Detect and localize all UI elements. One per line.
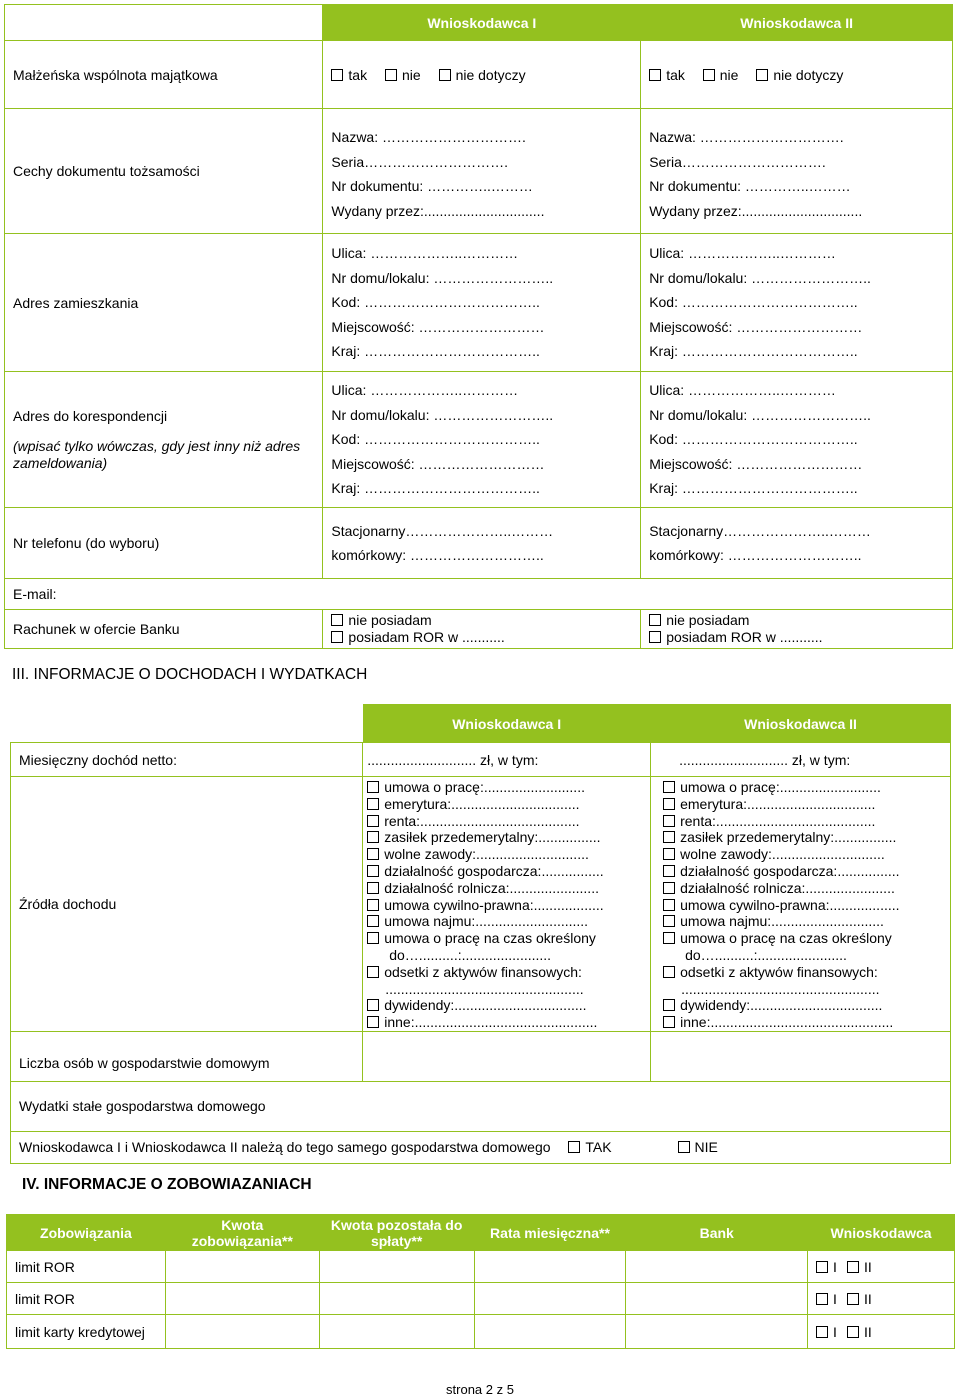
- checkbox-source-a1[interactable]: [367, 781, 379, 793]
- checkbox-account-none-a1[interactable]: [331, 614, 343, 626]
- checkbox-source-a2[interactable]: [663, 932, 675, 944]
- liability-name: limit ROR: [7, 1283, 166, 1315]
- income-header-applicant-1: Wnioskodawca I: [363, 705, 651, 743]
- corr-fields-a2[interactable]: Ulica: ………………..………… Nr domu/lokalu: …………………….. Kod: ……………………………….. Miejscowość: ……………………… Kraj: ………………………………..: [641, 372, 953, 508]
- checkbox-marital-tak-a2[interactable]: [649, 69, 661, 81]
- address-fields-a2[interactable]: Ulica: ………………..………… Nr domu/lokalu: …………………….. Kod: ……………………………….. Miejscowość: ……………………… Kraj: ………………………………..: [641, 234, 953, 372]
- same-household-label: Wnioskodawca I i Wnioskodawca II należą do tego samego gospodarstwa domowego: [19, 1139, 551, 1156]
- liability-remaining[interactable]: [319, 1251, 474, 1283]
- checkbox-account-ror-a2[interactable]: [649, 631, 661, 643]
- income-blank-header: [11, 705, 363, 743]
- id-doc-label: Cechy dokumentu tożsamości: [5, 109, 323, 234]
- checkbox-account-none-a2[interactable]: [649, 614, 661, 626]
- checkbox-applicant-i[interactable]: [816, 1293, 828, 1305]
- liability-bank[interactable]: [626, 1315, 808, 1349]
- checkbox-applicant-ii[interactable]: [847, 1326, 859, 1338]
- corr-label: Adres do korespondencji: [13, 407, 168, 424]
- same-household-row: Wnioskodawca I i Wnioskodawca II należą do tego samego gospodarstwa domowego TAK NIE: [11, 1131, 951, 1163]
- checkbox-source-a2[interactable]: [663, 999, 675, 1011]
- checkbox-marital-tak-a1[interactable]: [331, 69, 343, 81]
- liability-bank[interactable]: [626, 1251, 808, 1283]
- page-number: strona 2 z 5: [446, 1382, 514, 1397]
- account-options-a1: nie posiadam posiadam ROR w ...........: [323, 610, 641, 649]
- checkbox-marital-nie-a1[interactable]: [385, 69, 397, 81]
- sources-label: Źródła dochodu: [11, 777, 363, 1032]
- marital-options-a1: tak nie nie dotyczy: [323, 41, 641, 109]
- corr-fields-a1[interactable]: Ulica: ………………..………… Nr domu/lokalu: …………………….. Kod: ……………………………….. Miejscowość: ……………………… Kraj: ………………………………..: [323, 372, 641, 508]
- checkbox-marital-nie-a2[interactable]: [703, 69, 715, 81]
- checkbox-source-a1[interactable]: [367, 999, 379, 1011]
- section-3-title: III. INFORMACJE O DOCHODACH I WYDATKACH: [12, 666, 368, 683]
- liability-amount[interactable]: [165, 1283, 319, 1315]
- liability-installment[interactable]: [474, 1251, 626, 1283]
- checkbox-applicant-i[interactable]: [816, 1326, 828, 1338]
- checkbox-account-ror-a1[interactable]: [331, 631, 343, 643]
- checkbox-source-a1[interactable]: [367, 798, 379, 810]
- liability-name: limit karty kredytowej: [7, 1315, 166, 1349]
- checkbox-marital-nd-a1[interactable]: [439, 69, 451, 81]
- checkbox-marital-nd-a2[interactable]: [756, 69, 768, 81]
- expenses-field[interactable]: Wydatki stałe gospodarstwa domowego: [11, 1081, 951, 1131]
- checkbox-source-a2[interactable]: [663, 915, 675, 927]
- checkbox-source-a1[interactable]: [367, 915, 379, 927]
- checkbox-source-a1[interactable]: [367, 831, 379, 843]
- liability-applicant: I II: [808, 1283, 955, 1315]
- account-label: Rachunek w ofercie Banku: [5, 610, 323, 649]
- liability-installment[interactable]: [474, 1283, 626, 1315]
- checkbox-source-a2[interactable]: [663, 865, 675, 877]
- marital-options-a2: tak nie nie dotyczy: [641, 41, 953, 109]
- income-label: Miesięczny dochód netto:: [11, 743, 363, 777]
- income-table: [10, 704, 951, 1164]
- phone-fields-a1[interactable]: Stacjonarny…………………..……… komórkowy: ………………………..: [323, 508, 641, 579]
- checkbox-source-a1[interactable]: [367, 815, 379, 827]
- checkbox-source-a2[interactable]: [663, 815, 675, 827]
- header-applicant-2: Wnioskodawca II: [641, 5, 953, 41]
- address-label: Adres zamieszkania: [5, 234, 323, 372]
- liability-installment[interactable]: [474, 1315, 626, 1349]
- checkbox-source-a1[interactable]: [367, 932, 379, 944]
- checkbox-source-a1[interactable]: [367, 1016, 379, 1028]
- checkbox-source-a1[interactable]: [367, 966, 379, 978]
- household-value-a1[interactable]: [363, 1031, 651, 1081]
- id-doc-fields-a1[interactable]: Nazwa: …………………………. Seria…………………………. Nr dokumentu: …………..……… Wydany przez:...............................: [323, 109, 641, 234]
- section-4-title: IV. INFORMACJE O ZOBOWIAZANIACH: [22, 1176, 312, 1193]
- liability-applicant: I II: [808, 1251, 955, 1283]
- id-doc-fields-a2[interactable]: Nazwa: …………………………. Seria…………………………. Nr dokumentu: …………..……… Wydany przez:...............................: [641, 109, 953, 234]
- checkbox-source-a2[interactable]: [663, 899, 675, 911]
- checkbox-source-a2[interactable]: [663, 781, 675, 793]
- phone-label: Nr telefonu (do wyboru): [5, 508, 323, 579]
- income-value-a2[interactable]: ............................ zł, w tym:: [651, 743, 951, 777]
- liability-amount[interactable]: [165, 1251, 319, 1283]
- phone-fields-a2[interactable]: Stacjonarny…………………..……… komórkowy: ………………………..: [641, 508, 953, 579]
- checkbox-applicant-ii[interactable]: [847, 1293, 859, 1305]
- liabilities-table: [6, 1214, 955, 1349]
- corr-label-cell: [5, 372, 323, 508]
- col-header-remaining: Kwota pozostała do spłaty**: [319, 1215, 474, 1251]
- checkbox-applicant-i[interactable]: [816, 1261, 828, 1273]
- household-value-a2[interactable]: [651, 1031, 951, 1081]
- checkbox-source-a1[interactable]: [367, 848, 379, 860]
- liability-applicant: I II: [808, 1315, 955, 1349]
- checkbox-applicant-ii[interactable]: [847, 1261, 859, 1273]
- liability-amount[interactable]: [165, 1315, 319, 1349]
- account-options-a2: nie posiadam posiadam ROR w ...........: [641, 610, 953, 649]
- checkbox-source-a1[interactable]: [367, 865, 379, 877]
- liability-name: limit ROR: [7, 1251, 166, 1283]
- checkbox-source-a1[interactable]: [367, 899, 379, 911]
- income-value-a1[interactable]: ............................ zł, w tym:: [363, 743, 651, 777]
- col-header-installment: Rata miesięczna**: [474, 1215, 626, 1251]
- checkbox-source-a1[interactable]: [367, 882, 379, 894]
- col-header-liability: Zobowiązania: [7, 1215, 166, 1251]
- blank-header-cell: [5, 5, 323, 41]
- col-header-applicant: Wnioskodawca: [808, 1215, 955, 1251]
- col-header-amount: Kwota zobowiązania**: [165, 1215, 319, 1251]
- corr-note: (wpisać tylko wówczas, gdy jest inny niż adres zameldowania): [13, 437, 301, 471]
- checkbox-source-a2[interactable]: [663, 831, 675, 843]
- col-header-bank: Bank: [626, 1215, 808, 1251]
- sources-list-a2: umowa o pracę:.......................... emerytura:................................. renta:......................................... zasiłek przedemerytalny:................ wolne zawody:............................. działalność gospodarcza:................ działalność rolnicza:....................... umowa cywilno-prawna:.................. umowa najmu:............................. umowa o pracę na czas określony do…..........:....................... odsetki z aktywów finansowych: ................................................... dywidendy:.................................. inne:...............................................: [651, 777, 951, 1032]
- liability-bank[interactable]: [626, 1283, 808, 1315]
- address-fields-a1[interactable]: Ulica: ………………..………… Nr domu/lokalu: …………………….. Kod: ……………………………….. Miejscowość: ……………………… Kraj: ………………………………..: [323, 234, 641, 372]
- email-field[interactable]: E-mail:: [5, 579, 953, 610]
- checkbox-source-a2[interactable]: [663, 798, 675, 810]
- liability-remaining[interactable]: [319, 1283, 474, 1315]
- checkbox-source-a2[interactable]: [663, 966, 675, 978]
- checkbox-source-a2[interactable]: [663, 848, 675, 860]
- checkbox-source-a2[interactable]: [663, 1016, 675, 1028]
- marital-label: Małżeńska wspólnota majątkowa: [5, 41, 323, 109]
- applicant-data-table: [4, 4, 953, 649]
- checkbox-source-a2[interactable]: [663, 882, 675, 894]
- income-header-applicant-2: Wnioskodawca II: [651, 705, 951, 743]
- checkbox-household-tak[interactable]: [568, 1141, 580, 1153]
- checkbox-household-nie[interactable]: [678, 1141, 690, 1153]
- header-applicant-1: Wnioskodawca I: [323, 5, 641, 41]
- household-label: Liczba osób w gospodarstwie domowym: [11, 1031, 363, 1081]
- liability-remaining[interactable]: [319, 1315, 474, 1349]
- sources-list-a1: umowa o pracę:.......................... emerytura:................................. renta:......................................... zasiłek przedemerytalny:................ wolne zawody:............................. działalność gospodarcza:................ działalność rolnicza:....................... umowa cywilno-prawna:.................. umowa najmu:............................. umowa o pracę na czas określony do…..........:....................... odsetki z aktywów finansowych: ................................................... dywidendy:.................................. inne:...............................................: [363, 777, 651, 1032]
